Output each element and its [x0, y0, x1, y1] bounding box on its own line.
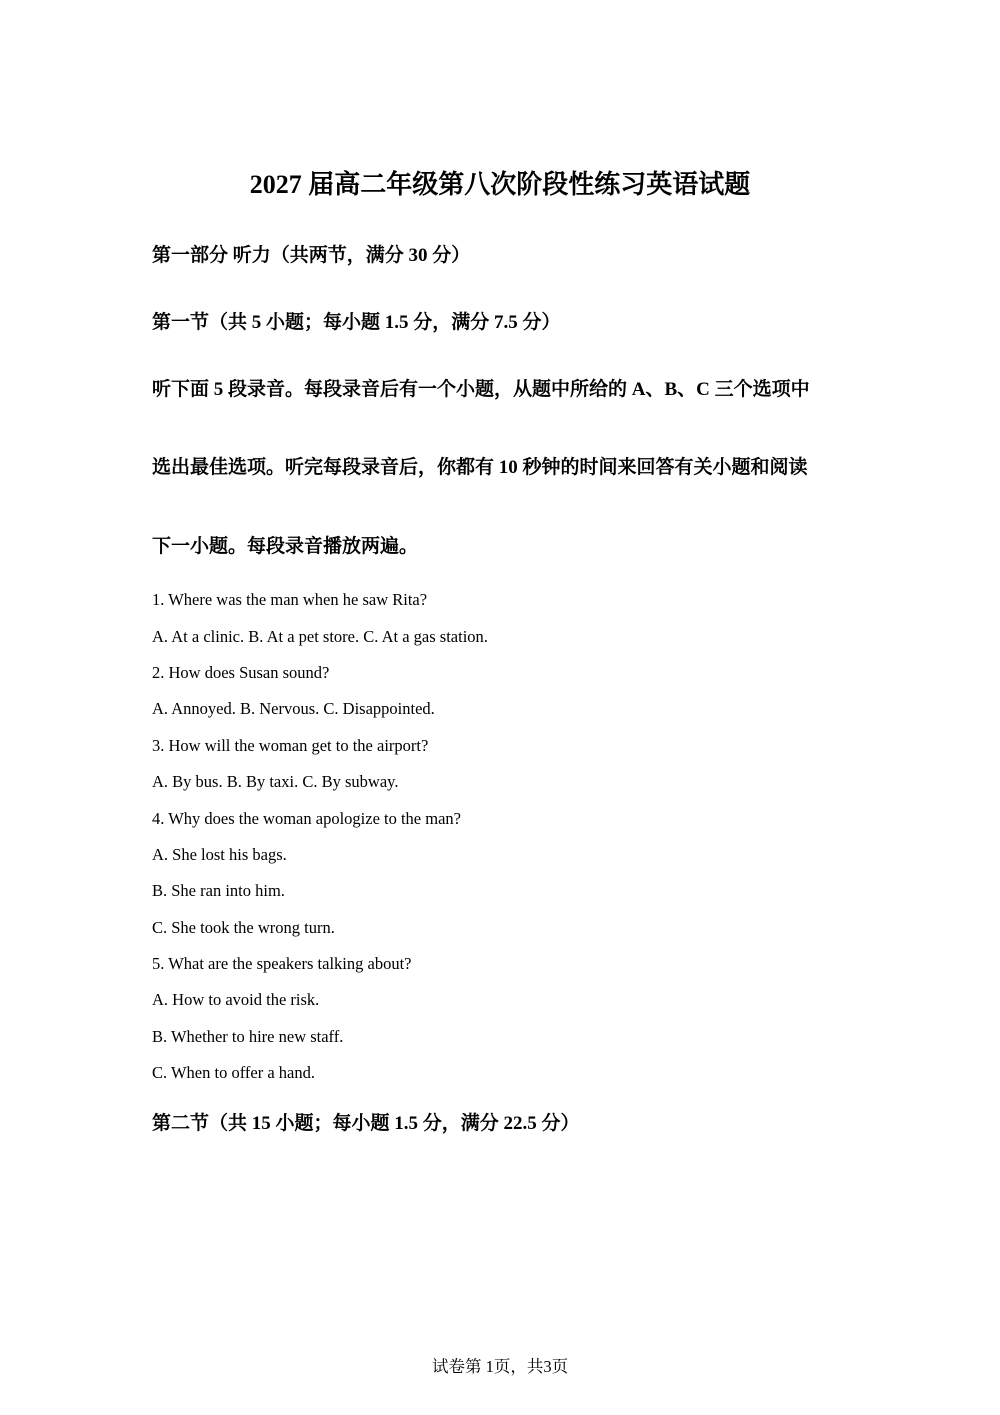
question-4-option-b: B. She ran into him.	[152, 881, 285, 900]
question-5-option-b: B. Whether to hire new staff.	[152, 1027, 344, 1046]
question-2-options: A. Annoyed. B. Nervous. C. Disappointed.	[152, 699, 435, 718]
question-3-options: A. By bus. B. By taxi. C. By subway.	[152, 772, 399, 791]
question-3: 3. How will the woman get to the airport?	[152, 736, 429, 755]
question-2: 2. How does Susan sound?	[152, 663, 330, 682]
instruction-line: 听下面 5 段录音。每段录音后有一个小题，从题中所给的 A、B、C 三个选项中	[152, 379, 810, 400]
question-4: 4. Why does the woman apologize to the man?	[152, 809, 461, 828]
instruction-line: 下一小题。每段录音播放两遍。	[152, 536, 419, 557]
instruction-line: 选出最佳选项。听完每段录音后，你都有 10 秒钟的时间来回答有关小题和阅读	[152, 457, 808, 478]
question-4-option-c: C. She took the wrong turn.	[152, 918, 335, 937]
section1-heading: 第一节（共 5 小题；每小题 1.5 分，满分 7.5 分）	[152, 312, 561, 333]
question-4-option-a: A. She lost his bags.	[152, 845, 287, 864]
question-1: 1. Where was the man when he saw Rita?	[152, 590, 428, 609]
page-footer: 试卷第 1页，共3页	[431, 1357, 569, 1376]
section2-heading: 第二节（共 15 小题；每小题 1.5 分，满分 22.5 分）	[152, 1113, 580, 1134]
question-1-options: A. At a clinic. B. At a pet store. C. At a gas station.	[152, 627, 488, 646]
question-5-option-c: C. When to offer a hand.	[152, 1063, 315, 1082]
part1-heading: 第一部分 听力（共两节，满分 30 分）	[152, 245, 471, 266]
question-5-option-a: A. How to avoid the risk.	[152, 990, 320, 1009]
question-5: 5. What are the speakers talking about?	[152, 954, 412, 973]
page-title: 2027 届高二年级第八次阶段性练习英语试题	[249, 170, 751, 199]
